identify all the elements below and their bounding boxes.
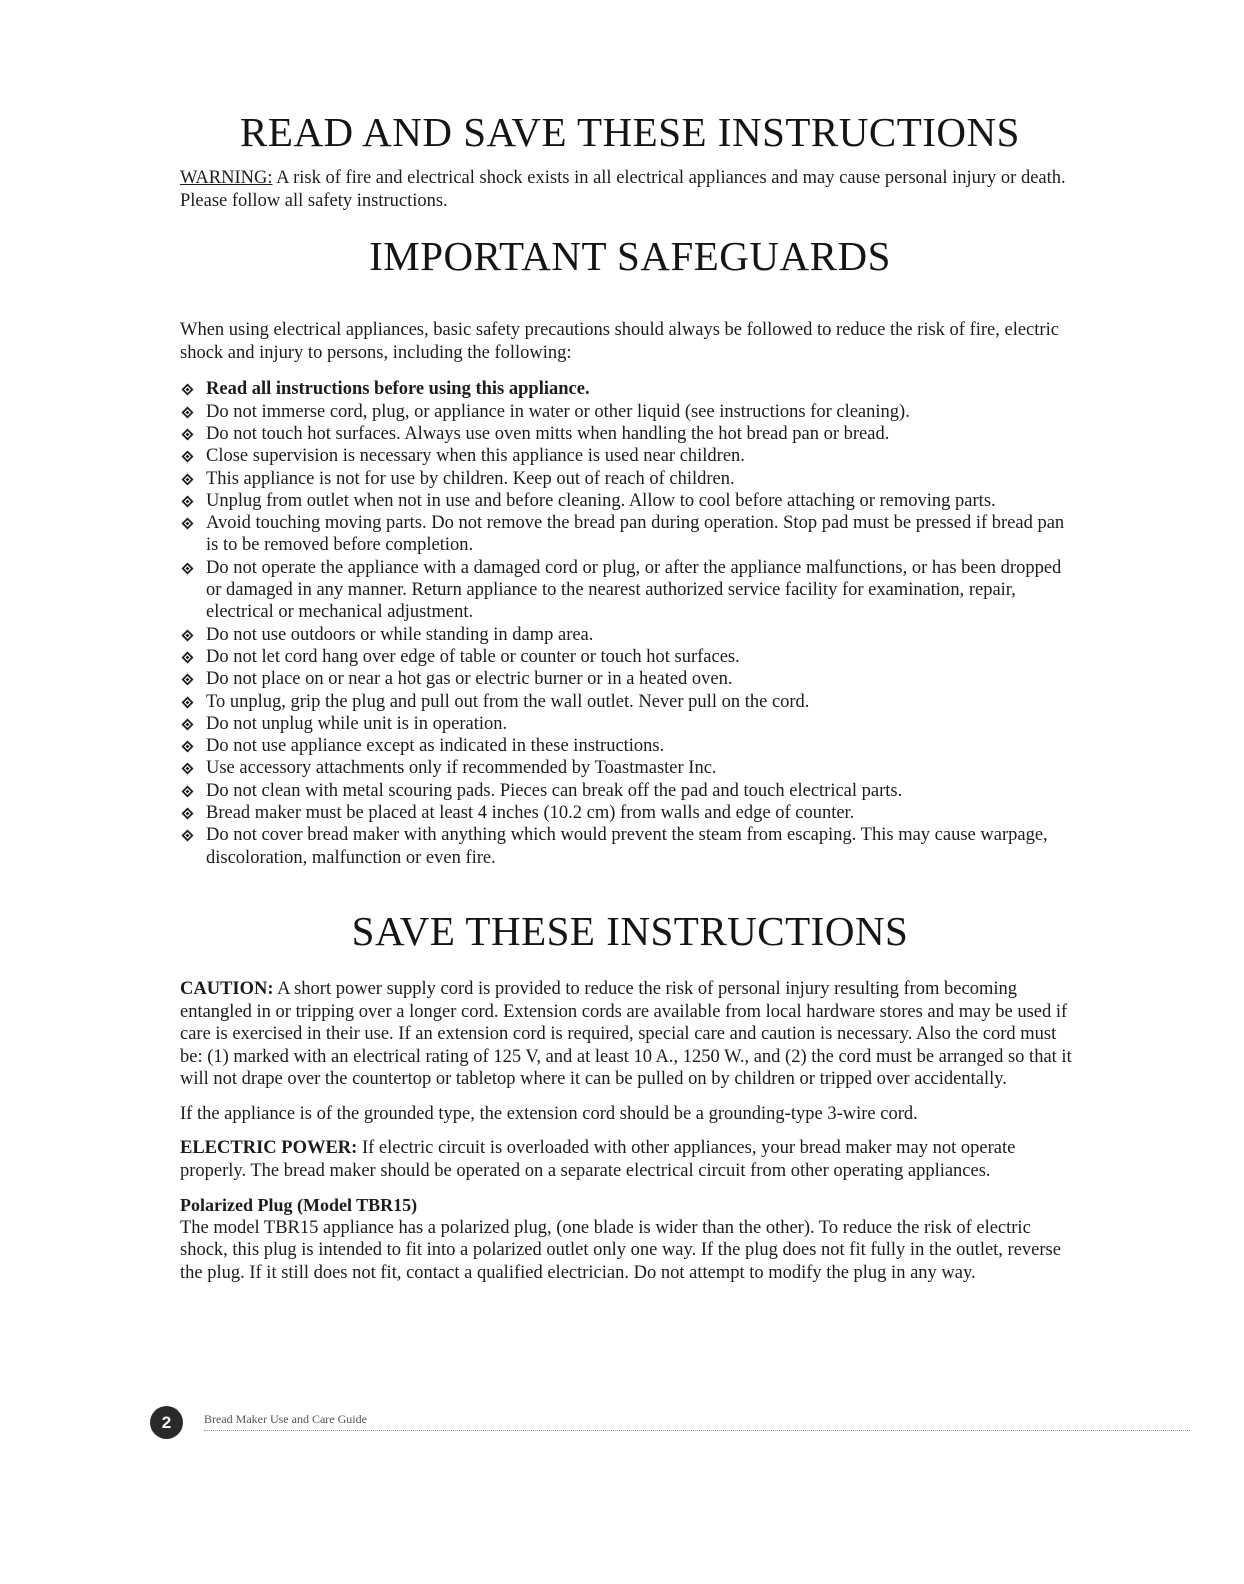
diamond-bullet-icon xyxy=(181,807,194,820)
safeguard-text: Close supervision is necessary when this appliance is used near children. xyxy=(206,446,745,467)
safeguard-item xyxy=(180,735,1080,757)
diamond-bullet-icon xyxy=(181,495,194,508)
safeguard-item xyxy=(180,824,1080,869)
warning-paragraph xyxy=(180,167,1080,212)
safeguard-text: Do not touch hot surfaces. Always use oven mitts when handling the hot bread pan or bread. xyxy=(206,423,890,444)
diamond-bullet-icon xyxy=(181,785,194,798)
safeguard-text: Avoid touching moving parts. Do not remove the bread pan during operation. Stop pad must be pressed if bread pan is to be removed before completion. xyxy=(206,513,1065,556)
diamond-bullet-icon xyxy=(181,762,194,775)
safeguard-item xyxy=(180,423,1080,445)
page-number-badge: 2 xyxy=(150,1406,183,1439)
footer-title: Bread Maker Use and Care Guide xyxy=(204,1412,367,1426)
safeguard-text: Read all instructions before using this appliance. xyxy=(206,379,590,400)
page-footer xyxy=(150,1406,1190,1436)
caution-text: A short power supply cord is provided to reduce the risk of personal injury resulting from becoming entangled in or tripping over a longer cord. Extension cords are available from local hardware stores and may be used if care is exercised in their use. If an extension cord is required, special care and caution is necessary. Also the cord must be: (1) marked with an electrical rating of 125 V, and at least 10 A., 1250 W., and (2) the cord must be arranged so that it will not drape over the countertop or tabletop where it can be pulled on by children or tripped over accidentally. xyxy=(180,979,1072,1090)
safeguard-item xyxy=(180,713,1080,735)
diamond-bullet-icon xyxy=(181,473,194,486)
safeguard-text: Use accessory attachments only if recommended by Toastmaster Inc. xyxy=(206,758,717,779)
electric-power-label: ELECTRIC POWER: xyxy=(180,1138,358,1159)
diamond-bullet-icon xyxy=(181,562,194,575)
safeguard-item xyxy=(180,512,1080,557)
safeguard-item xyxy=(180,490,1080,512)
grounded-paragraph: If the appliance is of the grounded type, the extension cord should be a grounding-type 3-wire cord. xyxy=(180,1103,918,1124)
safeguard-text: Do not use outdoors or while standing in damp area. xyxy=(206,624,594,645)
caution-label: CAUTION: xyxy=(180,979,274,1000)
safeguard-text: Unplug from outlet when not in use and before cleaning. Allow to cool before attaching or removing parts. xyxy=(206,490,996,511)
polarized-paragraph: The model TBR15 appliance has a polarized plug, (one blade is wider than the other). To reduce the risk of electric shock, this plug is intended to fit into a polarized outlet only one way. If the plug does not fit fully in the outlet, reverse the plug. If it still does not fit, contact a qualified electrician. Do not attempt to modify the plug in any way. xyxy=(180,1217,1061,1283)
safeguard-item xyxy=(180,780,1080,802)
electric-power-paragraph xyxy=(180,1137,1080,1182)
safeguard-text: Bread maker must be placed at least 4 inches (10.2 cm) from walls and edge of counter. xyxy=(206,803,855,824)
safeguard-text: Do not place on or near a hot gas or electric burner or in a heated oven. xyxy=(206,669,733,690)
footer-rule xyxy=(204,1430,1190,1431)
polarized-heading: Polarized Plug (Model TBR15) xyxy=(180,1195,418,1216)
safeguard-text: This appliance is not for use by children. Keep out of reach of children. xyxy=(206,468,735,489)
safeguard-text: Do not let cord hang over edge of table or counter or touch hot surfaces. xyxy=(206,646,740,667)
diamond-bullet-icon xyxy=(181,406,194,419)
heading-read-save: READ AND SAVE THESE INSTRUCTIONS xyxy=(240,109,1020,155)
safeguard-item xyxy=(180,557,1080,624)
safeguard-item xyxy=(180,401,1080,423)
safeguard-text: Do not operate the appliance with a damaged cord or plug, or after the appliance malfunctions, or has been dropped or damaged in any manner. Return appliance to the nearest authorized service facility for examination, repair, electrical or mechanical adjustment. xyxy=(206,557,1062,623)
safeguard-item xyxy=(180,378,1080,400)
safeguard-item xyxy=(180,802,1080,824)
warning-text: A risk of fire and electrical shock exists in all electrical appliances and may cause personal injury or death. Please follow all safety instructions. xyxy=(180,168,1066,211)
safeguard-text: Do not use appliance except as indicated in these instructions. xyxy=(206,736,665,757)
safeguard-text: To unplug, grip the plug and pull out from the wall outlet. Never pull on the cord. xyxy=(206,691,810,712)
safeguard-item xyxy=(180,691,1080,713)
diamond-bullet-icon xyxy=(181,829,194,842)
diamond-bullet-icon xyxy=(181,696,194,709)
diamond-bullet-icon xyxy=(181,651,194,664)
diamond-bullet-icon xyxy=(181,517,194,530)
diamond-bullet-icon xyxy=(181,383,194,396)
safeguard-text: Do not unplug while unit is in operation. xyxy=(206,713,508,734)
safeguard-item xyxy=(180,668,1080,690)
caution-paragraph xyxy=(180,978,1080,1091)
warning-label: WARNING: xyxy=(180,168,273,189)
diamond-bullet-icon xyxy=(181,428,194,441)
safeguard-text: Do not immerse cord, plug, or appliance in water or other liquid (see instructions for cleaning). xyxy=(206,401,910,422)
safeguard-item xyxy=(180,468,1080,490)
diamond-bullet-icon xyxy=(181,740,194,753)
diamond-bullet-icon xyxy=(181,629,194,642)
diamond-bullet-icon xyxy=(181,450,194,463)
safeguard-item xyxy=(180,445,1080,467)
diamond-bullet-icon xyxy=(181,718,194,731)
safeguard-item xyxy=(180,646,1080,668)
heading-save: SAVE THESE INSTRUCTIONS xyxy=(351,907,909,954)
safeguard-item xyxy=(180,624,1080,646)
electric-power-text: If electric circuit is overloaded with other appliances, your bread maker may not operate properly. The bread maker should be operated on a separate electrical circuit from other operating appliances. xyxy=(180,1138,1016,1181)
diamond-bullet-icon xyxy=(181,673,194,686)
safeguards-list xyxy=(180,378,1080,869)
heading-safeguards: IMPORTANT SAFEGUARDS xyxy=(369,233,891,280)
page-content xyxy=(180,108,1080,1284)
safeguard-text: Do not cover bread maker with anything which would prevent the steam from escaping. This may cause warpage, discoloration, malfunction or even fire. xyxy=(206,825,1048,868)
safeguards-intro: When using electrical appliances, basic safety precautions should always be followed to reduce the risk of fire, electric shock and injury to persons, including the following: xyxy=(180,320,1059,363)
safeguard-text: Do not clean with metal scouring pads. Pieces can break off the pad and touch electrical parts. xyxy=(206,780,903,801)
safeguard-item xyxy=(180,757,1080,779)
